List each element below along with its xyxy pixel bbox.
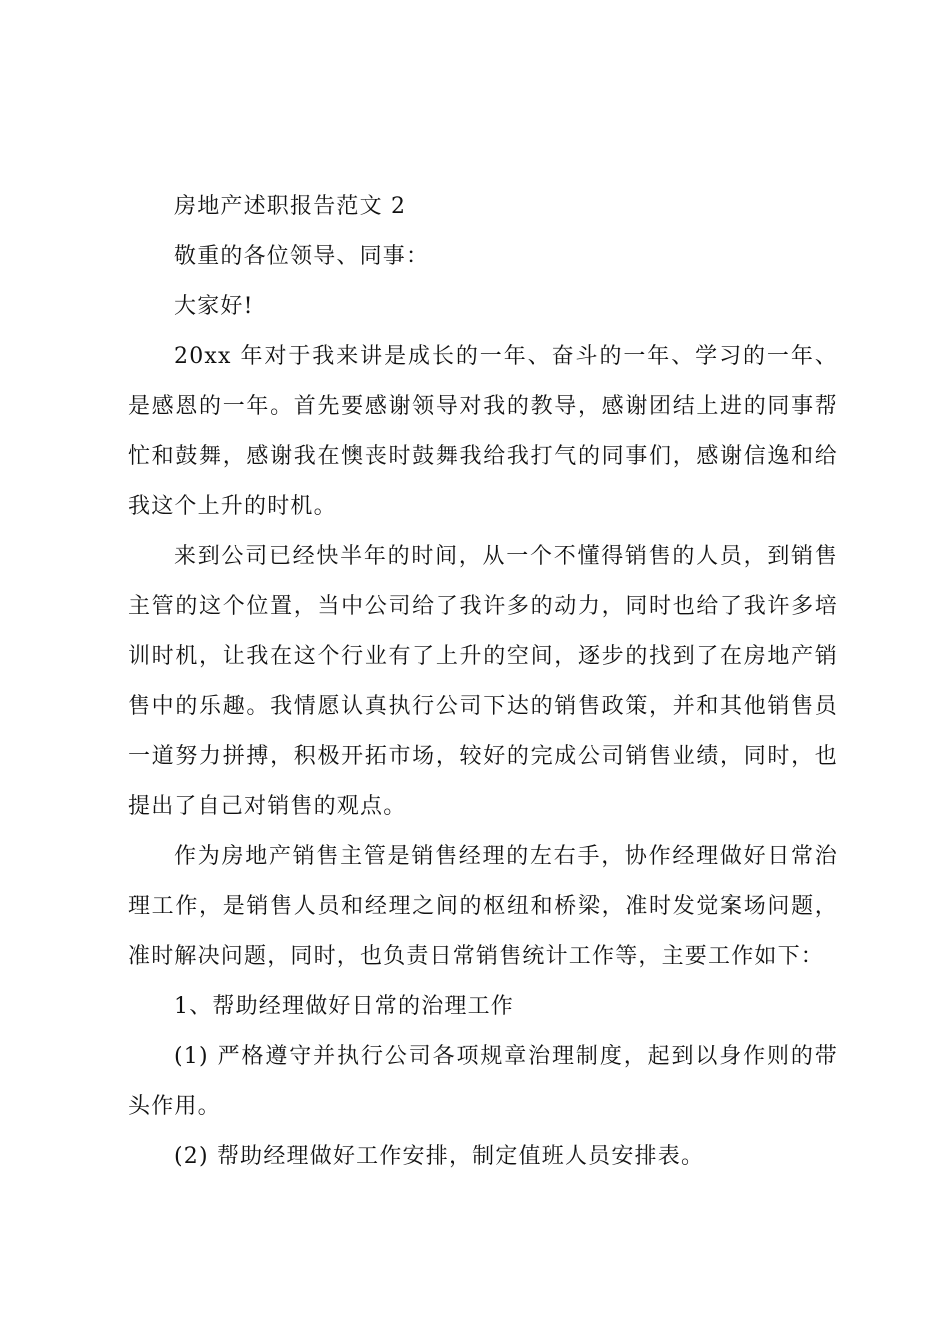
greeting: 大家好! [174,294,254,319]
body-paragraph: 20xx 年对于我来讲是成长的一年、奋斗的一年、学习的一年、是感恩的一年。首先要感谢领导对我的教导，感谢团结上进的同事帮忙和鼓舞，感谢我在懊丧时鼓舞我给我打气的同事们，感谢信逸和给我这个上升的时机。 [128,344,838,519]
document-title: 房地产述职报告范文 2 [174,194,407,219]
body-paragraph: 来到公司已经快半年的时间，从一个不懂得销售的人员，到销售主管的这个位置，当中公司给了我许多的动力，同时也给了我许多培训时机，让我在这个行业有了上升的空间，逐步的找到了在房地产销售中的乐趣。我情愿认真执行公司下达的销售政策，并和其他销售员一道努力拼搏，积极开拓市场，较好的完成公司销售业绩，同时，也提出了自己对销售的观点。 [128,544,838,819]
salutation: 敬重的各位领导、同事： [174,244,430,269]
body-paragraph: 作为房地产销售主管是销售经理的左右手，协作经理做好日常治理工作，是销售人员和经理之间的枢纽和桥梁，准时发觉案场问题，准时解决问题，同时，也负责日常销售统计工作等，主要工作如下： [128,844,838,969]
list-item: (1) 严格遵守并执行公司各项规章治理制度，起到以身作则的带头作用。 [128,1044,838,1119]
section-heading: 1、帮助经理做好日常的治理工作 [174,994,514,1019]
list-item: (2) 帮助经理做好工作安排，制定值班人员安排表。 [174,1144,705,1169]
document-body [128,182,838,1182]
